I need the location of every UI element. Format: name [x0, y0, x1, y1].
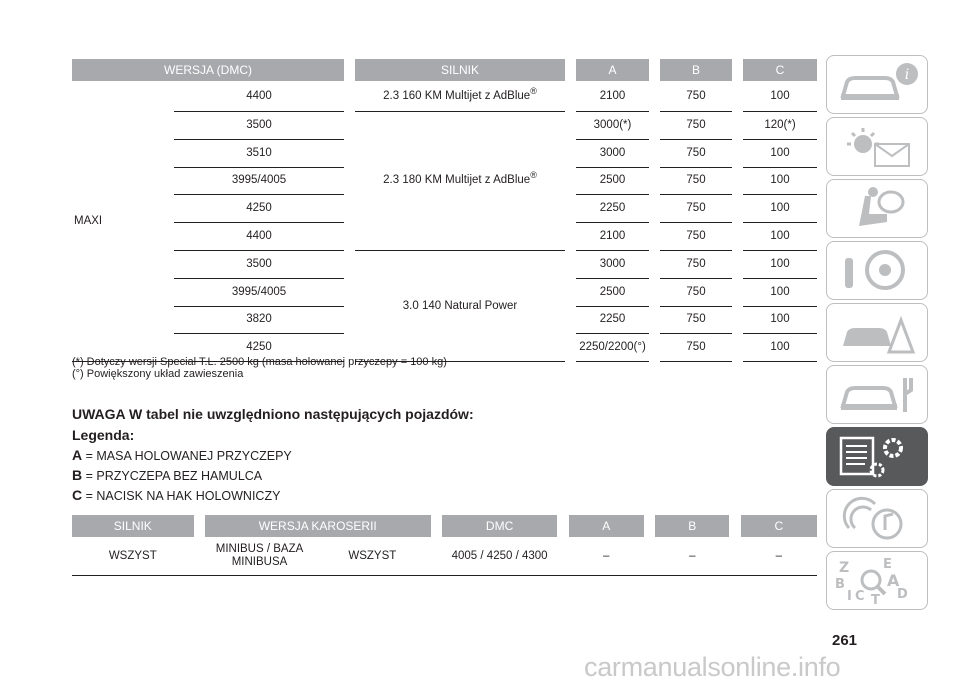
svg-text:C: C — [855, 589, 865, 604]
header-b: B — [655, 515, 729, 537]
engine-160: 2.3 160 KM Multijet z AdBlue® — [355, 81, 565, 112]
svg-text:i: i — [904, 67, 910, 83]
header-dmc: DMC — [442, 515, 557, 537]
table-row: 4250 2250 750 100 — [72, 195, 817, 223]
table-row: 4400 2100 750 100 — [72, 223, 817, 251]
table-row: 3500 3.0 140 Natural Power 3000 750 100 — [72, 251, 817, 279]
steering-key-icon — [835, 246, 919, 294]
header-c: C — [743, 59, 817, 81]
tab-technical-data[interactable] — [826, 427, 928, 486]
svg-text:B: B — [835, 577, 845, 592]
legend-a: A = MASA HOLOWANEJ PRZYCZEPY — [72, 447, 292, 463]
header-a: A — [569, 515, 644, 537]
header-a: A — [576, 59, 649, 81]
svg-text:E: E — [883, 557, 892, 572]
table-row: WSZYST MINIBUS / BAZA MINIBUSA WSZYST 4005 / 4250 / 4300 – – – — [72, 537, 817, 576]
footnotes — [72, 356, 447, 380]
legend-title: Legenda: — [72, 427, 135, 443]
tab-starting-driving[interactable] — [826, 241, 928, 300]
legend — [72, 446, 292, 506]
table-header — [72, 59, 817, 81]
tab-car-info[interactable] — [826, 55, 928, 114]
table-row: 3995/4005 2500 750 100 — [72, 168, 817, 196]
legend-b: B = PRZYCZEPA BEZ HAMULCA — [72, 467, 263, 483]
svg-text:Z: Z — [839, 560, 850, 576]
index-letters-icon — [835, 556, 919, 604]
footnote-1: (*) Dotyczy wersji Special T.L. 2500 kg (masa holowanej przyczepy = 100 kg) — [72, 356, 447, 368]
towing-table — [72, 59, 817, 362]
svg-text:D: D — [897, 587, 908, 602]
svg-text:T: T — [871, 593, 880, 604]
tab-maintenance[interactable] — [826, 365, 928, 424]
tab-safety[interactable] — [826, 179, 928, 238]
svg-text:I: I — [847, 589, 852, 604]
table-row: MAXI 4400 2.3 160 KM Multijet z AdBlue® 2100 750 100 — [72, 81, 817, 112]
svg-text:A: A — [887, 571, 900, 590]
header-wersja-karoserii: WERSJA KAROSERII — [205, 515, 431, 537]
watermark: carmanualsonline.info — [584, 652, 841, 682]
header-wersja: WERSJA (DMC) — [72, 59, 344, 81]
table-row: 3500 2.3 180 KM Multijet z AdBlue® 3000(*) 750 120(*) — [72, 112, 817, 140]
table-row: 3820 2250 750 100 — [72, 307, 817, 335]
table-header — [72, 515, 817, 537]
table-row: 3995/4005 2500 750 100 — [72, 279, 817, 307]
tab-emergency[interactable] — [826, 303, 928, 362]
engine-180: 2.3 180 KM Multijet z AdBlue® — [355, 112, 565, 251]
header-silnik: SILNIK — [355, 59, 565, 81]
tab-multimedia[interactable] — [826, 489, 928, 548]
legend-c: C = NACISK NA HAK HOLOWNICZY — [72, 487, 281, 503]
tab-warning-lights[interactable] — [826, 117, 928, 176]
car-info-icon — [835, 60, 919, 108]
table-row: 3510 3000 750 100 — [72, 140, 817, 168]
maxi-label: MAXI — [72, 81, 174, 362]
footnote-2: (°) Powiększony układ zawieszenia — [72, 368, 244, 380]
header-silnik: SILNIK — [72, 515, 194, 537]
tab-index[interactable] — [826, 551, 928, 610]
header-c: C — [741, 515, 817, 537]
multimedia-icon — [835, 494, 919, 542]
table-row: 4250 2250/2200(°) 750 100 — [72, 334, 817, 362]
car-crash-icon — [835, 308, 919, 356]
header-b: B — [660, 59, 732, 81]
uwaga-heading: UWAGA W tabel nie uwzględniono następujących pojazdów: — [72, 406, 474, 422]
engine-natural-power: 3.0 140 Natural Power — [355, 251, 565, 362]
warning-lights-icon — [835, 122, 919, 170]
specs-gear-icon — [835, 432, 919, 480]
page-number: 261 — [832, 632, 858, 649]
airbag-seat-icon — [835, 184, 919, 232]
excluded-vehicles-table — [72, 515, 817, 576]
car-tools-icon — [835, 370, 919, 418]
